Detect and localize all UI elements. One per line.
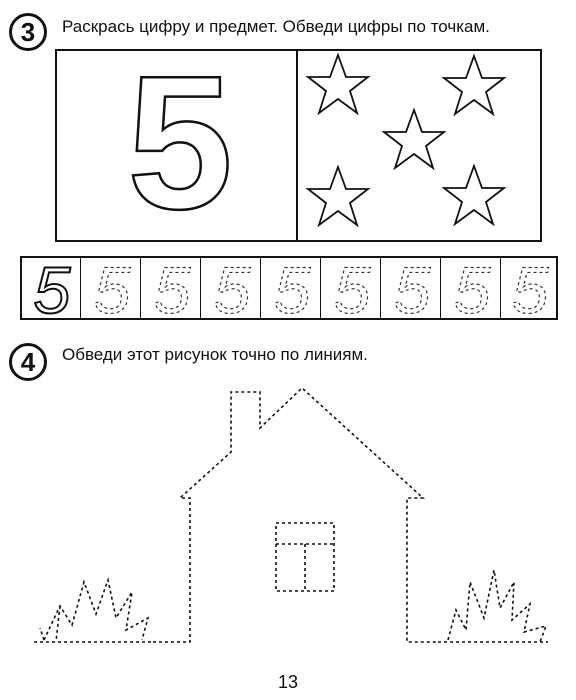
- dotted-digit: 5: [93, 253, 131, 327]
- star-icon: [308, 167, 368, 225]
- page-number: 13: [277, 672, 299, 692]
- star-icon: [444, 166, 504, 224]
- dotted-digit: 5: [393, 253, 431, 327]
- task-number: 3: [20, 16, 36, 47]
- dotted-house-outline: [153, 388, 438, 642]
- task-number-badge: [9, 343, 47, 381]
- dotted-grass-right: [438, 570, 548, 642]
- task-instruction: Раскрась цифру и предмет. Обведи цифры по точкам.: [62, 17, 490, 36]
- dotted-digit: 5: [333, 253, 371, 327]
- dotted-digit: 5: [213, 253, 251, 327]
- dotted-window-frame: [276, 544, 334, 591]
- dotted-digit: 5: [153, 253, 191, 327]
- task-number: 4: [20, 346, 36, 377]
- sample-digit: 5: [33, 253, 71, 327]
- star-icon: [444, 56, 504, 114]
- star-icon: [308, 55, 368, 113]
- big-digit-five: 5: [127, 37, 233, 249]
- task-instruction: Обведи этот рисунок точно по линиям.: [62, 345, 368, 364]
- dotted-digit: 5: [511, 253, 549, 327]
- dotted-digit: 5: [453, 253, 491, 327]
- dotted-digit: 5: [273, 253, 311, 327]
- dotted-grass-left: [34, 580, 153, 642]
- star-icon: [384, 110, 444, 168]
